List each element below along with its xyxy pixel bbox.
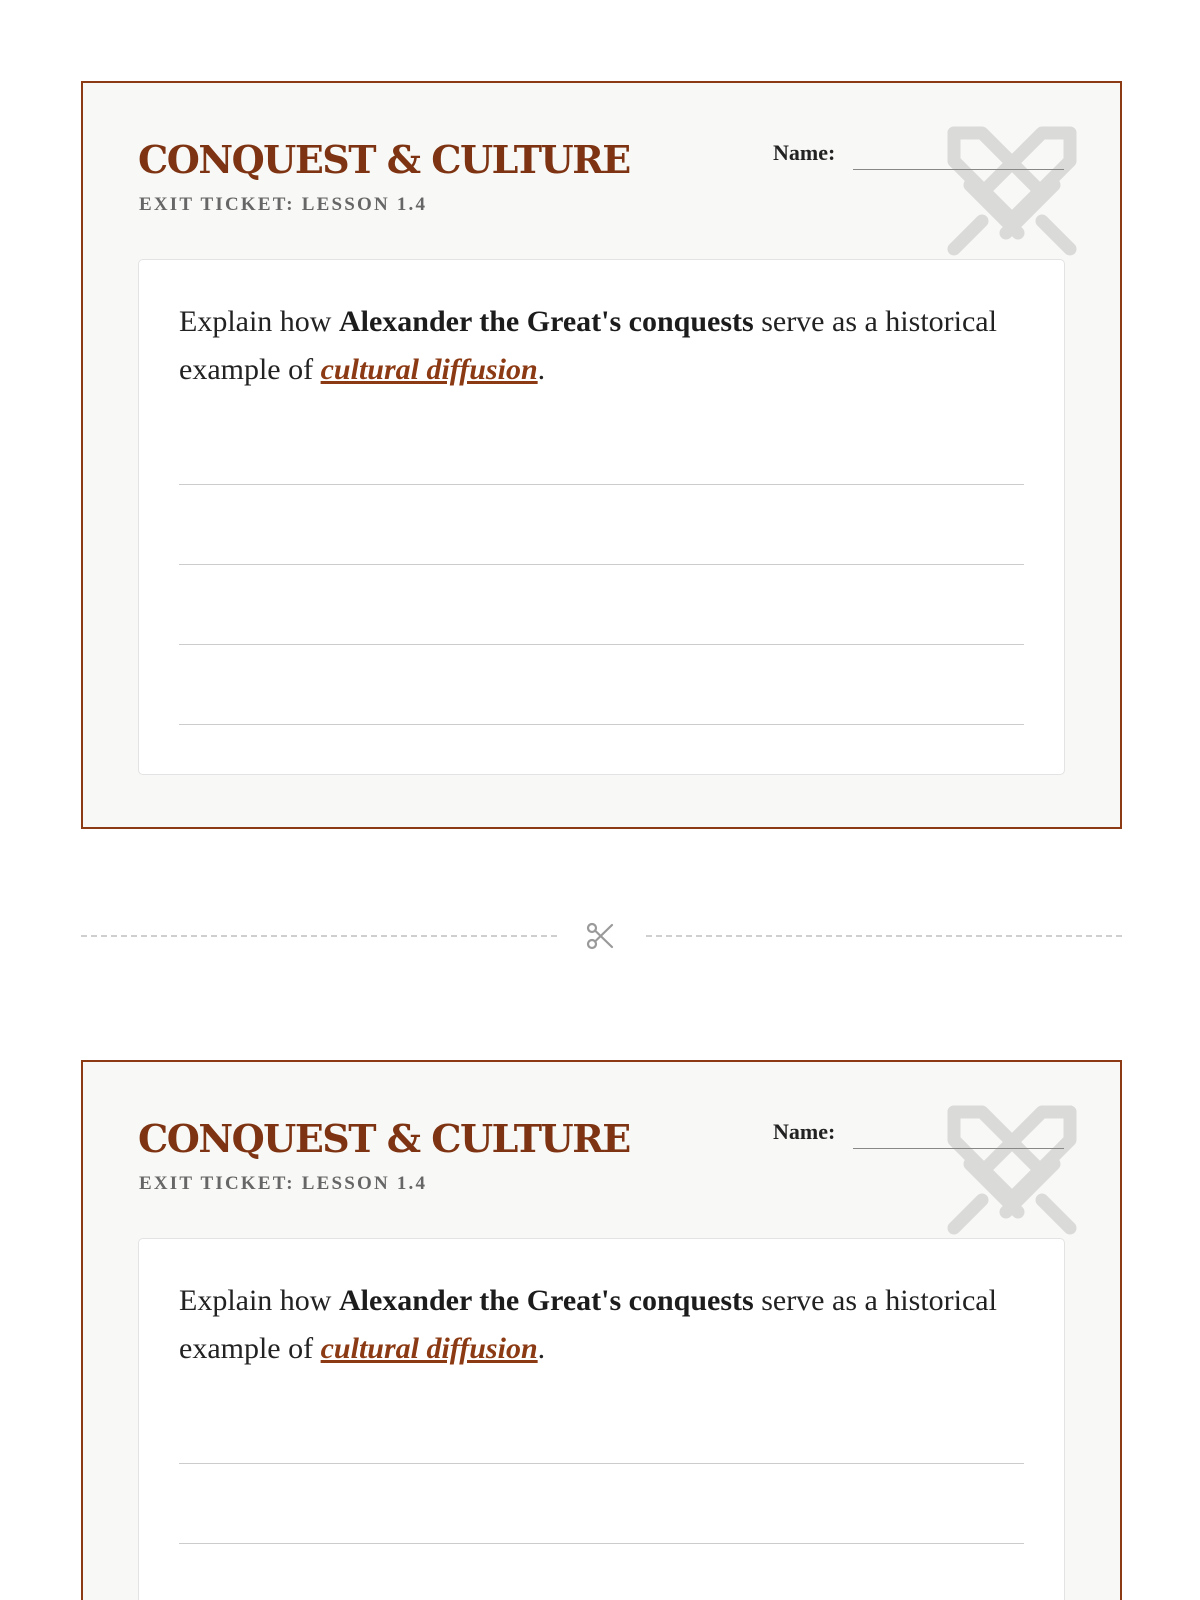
name-label: Name:: [773, 140, 836, 165]
ticket-subtitle: EXIT TICKET: LESSON 1.4: [139, 1173, 428, 1194]
key-term: cultural diffusion: [320, 353, 538, 386]
answer-line[interactable]: [179, 1463, 1024, 1464]
answer-line[interactable]: [179, 644, 1024, 645]
question-subject: Alexander the Great's conquests: [338, 305, 754, 338]
cut-dash-right: [646, 935, 1122, 937]
cut-line: [81, 916, 1122, 956]
answer-line[interactable]: [179, 1543, 1024, 1544]
exit-ticket-card: [81, 1060, 1122, 1600]
exit-ticket-card: [81, 81, 1122, 829]
question-subject: Alexander the Great's conquests: [338, 1284, 754, 1317]
name-field[interactable]: [853, 1148, 1064, 1149]
scissors-icon: [585, 920, 617, 952]
answer-line[interactable]: [179, 484, 1024, 485]
question-box: [138, 259, 1065, 775]
name-field[interactable]: [853, 169, 1064, 170]
key-term: cultural diffusion: [320, 1332, 538, 1365]
ticket-subtitle: EXIT TICKET: LESSON 1.4: [139, 194, 428, 215]
ticket-title: CONQUEST & CULTURE: [138, 1116, 630, 1161]
question-box: [138, 1238, 1065, 1600]
answer-line[interactable]: [179, 724, 1024, 725]
answer-line[interactable]: [179, 564, 1024, 565]
crossed-swords-icon: [944, 123, 1080, 259]
cut-dash-left: [81, 935, 557, 937]
ticket-title: CONQUEST & CULTURE: [138, 137, 630, 182]
name-label: Name:: [773, 1119, 836, 1144]
question-text: Explain how Alexander the Great's conquests serve as a historical example of cultural diffusion.: [179, 1284, 997, 1365]
crossed-swords-icon: [944, 1102, 1080, 1238]
question-text: Explain how Alexander the Great's conquests serve as a historical example of cultural diffusion.: [179, 305, 997, 386]
